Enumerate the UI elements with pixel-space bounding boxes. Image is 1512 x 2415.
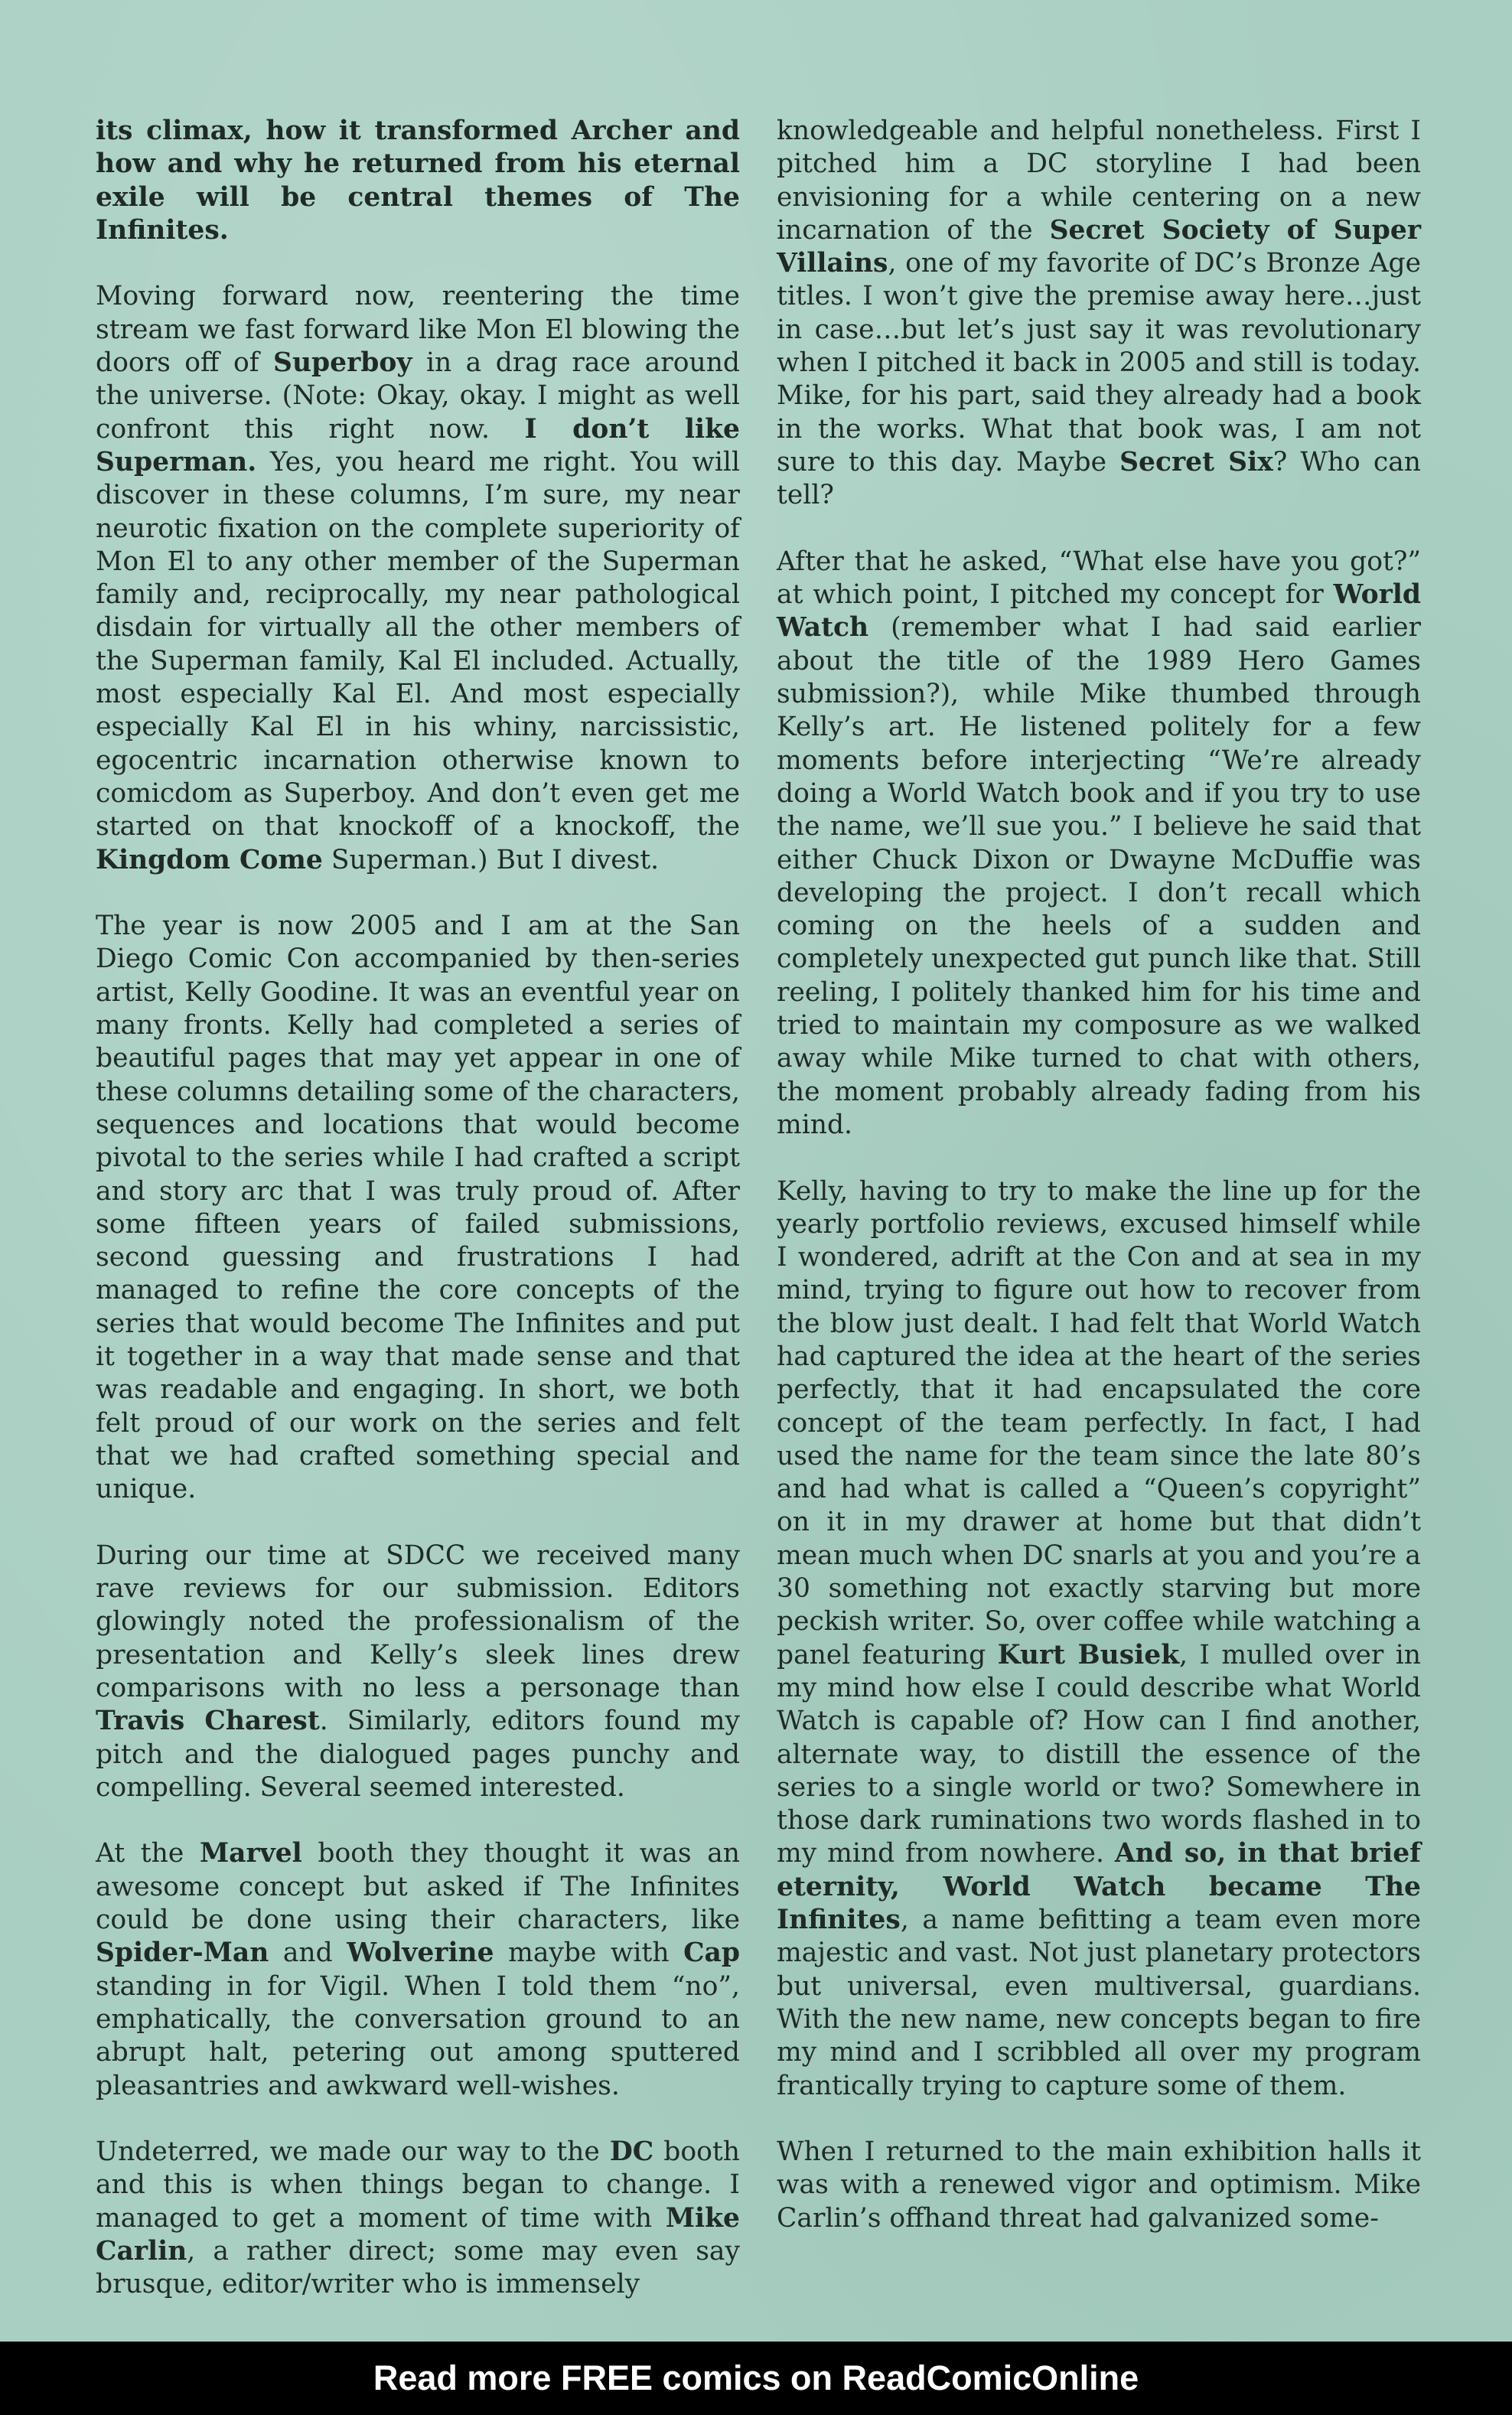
text: and bbox=[269, 1938, 347, 1969]
paragraph bbox=[96, 1837, 740, 2102]
text: Undeterred, we made our way to the bbox=[96, 2136, 610, 2168]
text: , a name befitting a team even more majestic and vast. Not just planetary protectors but universal, even multiversal, guardians. With the new name, new concepts began to fire my mind and I scribbled all over my program frantically trying to capture some of them. bbox=[777, 1905, 1421, 2101]
text: The year is now 2005 and I am at the San Diego Comic Con accompanied by then-series artist, Kelly Goodine. It was an eventful year on many fronts. Kelly had completed a series of beautiful pages that may yet appear in one of these columns detailing some of the characters, sequences and locations that would become pivotal to the series while I had crafted a script and story arc that I was truly proud of. After some fifteen years of failed submissions, second guessing and frustrations I had managed to refine the core concepts of the series that would become The Infinites and put it together in a way that made sense and that was readable and engaging. In short, we both felt proud of our work on the series and felt that we had crafted something special and unique. bbox=[96, 911, 740, 1505]
paragraph bbox=[96, 280, 740, 876]
text: When I returned to the main exhibition halls it was with a renewed vigor and optimism. Mike Carlin’s offhand threat had galvanized some- bbox=[777, 2136, 1421, 2234]
left-column bbox=[96, 115, 740, 2335]
text: booth and this is when things began to change. I managed to get a moment of time with bbox=[96, 2136, 740, 2234]
paragraph bbox=[777, 546, 1421, 1142]
text: ? Who can tell? bbox=[777, 446, 1421, 511]
bold-text: Kingdom Come bbox=[96, 844, 323, 875]
bold-text: Spider-Man bbox=[96, 1938, 269, 1969]
text: standing in for Vigil. When I told them “no”, emphatically, the conversation ground to an abrupt halt, petering out among sputtered pleasantries and awkward well-wishes. bbox=[96, 1970, 740, 2101]
text: , one of my favorite of DC’s Bronze Age titles. I won’t give the premise away here…just in case…but let’s just say it was revolutionary when I pitched it back in 2005 and still is today. Mike, for his part, said they already had a book in the works. What that book was, I am not sure to this day. Maybe bbox=[777, 248, 1421, 477]
bold-text: I don’t like Superman. bbox=[96, 413, 740, 477]
paragraph bbox=[96, 2136, 740, 2301]
paragraph bbox=[96, 1540, 740, 1804]
paragraph bbox=[777, 1175, 1421, 2103]
bold-text: Travis Charest bbox=[96, 1706, 320, 1737]
bold-text: DC bbox=[609, 2136, 654, 2168]
paragraph bbox=[96, 910, 740, 1506]
footer-text[interactable]: Read more FREE comics on ReadComicOnline bbox=[373, 2358, 1139, 2397]
text: in a drag race around the universe. (Note: Okay, okay. I might as well confront this right now. bbox=[96, 347, 741, 445]
bold-text: Marvel bbox=[199, 1838, 302, 1869]
paragraph bbox=[777, 2136, 1421, 2235]
bold-text: World Watch bbox=[777, 579, 1421, 644]
text: Superman.) But I divest. bbox=[322, 844, 660, 875]
text: After that he asked, “What else have you got?” at which point, I pitched my concept for bbox=[777, 546, 1421, 611]
right-column bbox=[777, 115, 1421, 2268]
text: , I mulled over in my mind how else I could describe what World Watch is capable of? How can I find another, alternate way, to distill the essence of the series to a single world or two? Somewhere in those dark ruminations two words flashed in to my mind from nowhere. bbox=[777, 1639, 1421, 1869]
text: , a rather direct; some may even say brusque, editor/writer who is immensely bbox=[96, 2236, 740, 2300]
text: Yes, you heard me right. You will discover in these columns, I’m sure, my near neurotic fixation on the complete superiority of Mon El to any other member of the Superman family and, reciprocally, my near pathological disdain for virtually all the other members of the Superman family, Kal El included. Actually, most especially Kal El. And most especially especially Kal El in his whiny, narcissistic, egocentric incarnation otherwise known to comicdom as Superboy. And don’t even get me started on that knockoff of a knockoff, the bbox=[96, 446, 740, 842]
text: At the bbox=[96, 1838, 200, 1869]
text: Moving forward now, reentering the time stream we fast forward like Mon El blowing the doors off of bbox=[96, 281, 740, 379]
paragraph bbox=[96, 115, 740, 247]
paragraph bbox=[777, 115, 1421, 513]
bold-text: Secret Six bbox=[1119, 446, 1273, 477]
bold-text: Wolverine bbox=[347, 1938, 494, 1969]
text: knowledgeable and helpful nonetheless. First I pitched him a DC storyline I had been envisioning for a while centering on a new incarnation of the bbox=[777, 116, 1421, 246]
text: maybe with bbox=[494, 1938, 684, 1969]
bold-text: its climax, how it transformed Archer and how and why he returned from his eternal exile will be central themes of The Infinites. bbox=[96, 116, 740, 246]
bold-text: Cap bbox=[683, 1938, 740, 1969]
bold-text: Superboy bbox=[273, 347, 412, 379]
text: Kelly, having to try to make the line up for the yearly portfolio reviews, excused himself while I wondered, adrift at the Con and at sea in my mind, trying to figure out how to recover from the blow just dealt. I had felt that World Watch had captured the idea at the heart of the series perfectly, that it had encapsulated the core concept of the team perfectly. In fact, I had used the name for the team since the late 80’s and had what is called a “Queen’s copyright” on it in my drawer at home but that didn’t mean much when DC snarls at you and you’re a 30 something not exactly starving but more peckish writer. So, over coffee while watching a panel featuring bbox=[777, 1175, 1421, 1670]
bold-text: Kurt Busiek bbox=[997, 1639, 1180, 1670]
text: booth they thought it was an awesome concept but asked if The Infinites could be done using their characters, like bbox=[96, 1838, 741, 1936]
text: During our time at SDCC we received many rave reviews for our submission. Editors glowingly noted the professionalism of the presentation and Kelly’s sleek lines drew comparisons with no less a personage than bbox=[96, 1540, 740, 1703]
text: (remember what I had said earlier about the title of the 1989 Hero Games submission?), while Mike thumbed through Kelly’s art. He listened politely for a few moments before interjecting “We’re already doing a World Watch book and if you try to use the name, we’ll sue you.” I believe he said that either Chuck Dixon or Dwayne McDuffie was developing the project. I don’t recall which coming on the heels of a sudden and completely unexpected gut punch like that. Still reeling, I politely thanked him for his time and tried to maintain my composure as we walked away while Mike turned to chat with others, the moment probably already fading from his mind. bbox=[777, 612, 1421, 1140]
footer-banner bbox=[0, 2342, 1512, 2415]
bold-text: Mike Carlin bbox=[96, 2202, 740, 2267]
bold-text: And so, in that brief eternity, World Watch became The Infinites bbox=[777, 1838, 1421, 1936]
bold-text: Secret Society of Super Villains bbox=[777, 214, 1421, 279]
text: . Similarly, editors found my pitch and the dialogued pages punchy and compelling. Several seemed interested. bbox=[96, 1706, 740, 1803]
